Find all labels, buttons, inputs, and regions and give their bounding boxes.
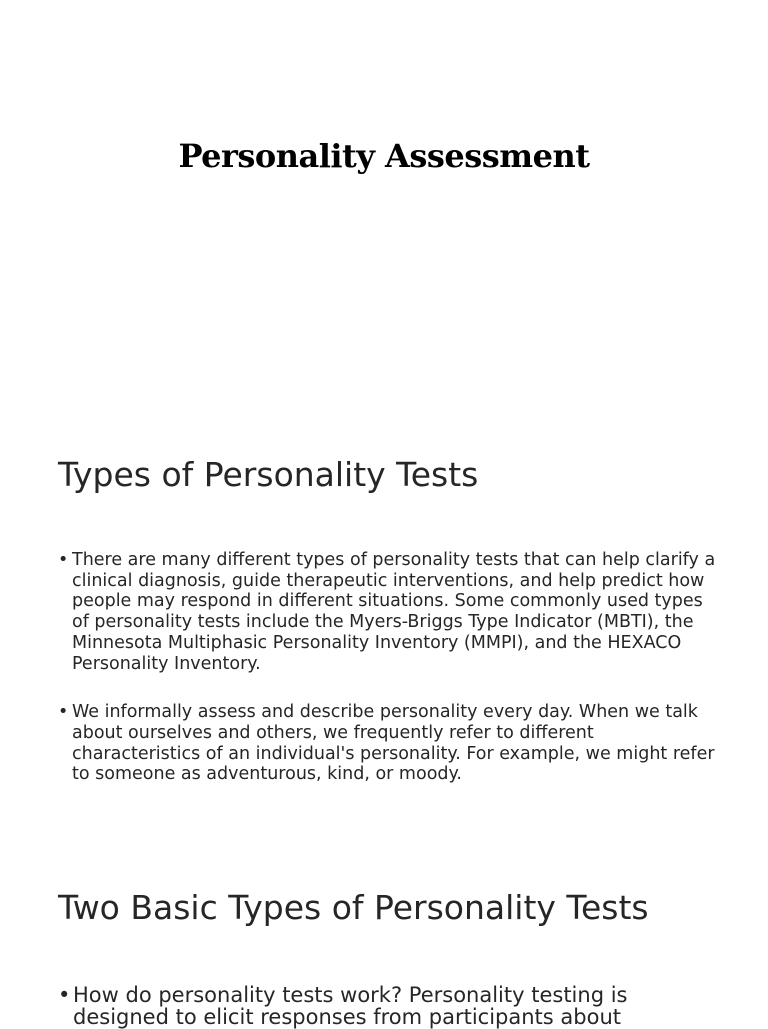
bullet-text: There are many different types of personality tests that can help clarify a clinical diagnosis, guide therapeutic interventions, and help predict how people may respond in different situations. Some commonly used types of personality tests include the Myers-Briggs Type Indicator (MBTI), the Minnesota Multiphasic Personality Inventory (MMPI), and the HEXACO Personality Inventory. — [72, 550, 716, 674]
bullet-list — [58, 550, 718, 785]
bullet-icon: • — [58, 983, 71, 1007]
list-item — [58, 702, 718, 785]
list-item — [58, 984, 718, 1028]
list-item — [58, 550, 718, 674]
section-types-of-tests — [58, 455, 718, 785]
section-two-basic-types — [58, 888, 718, 1028]
page-title: Personality Assessment — [178, 137, 590, 175]
section-heading: Types of Personality Tests — [58, 455, 479, 494]
bullet-icon: • — [58, 550, 69, 570]
bullet-icon: • — [58, 702, 69, 723]
section-heading: Two Basic Types of Personality Tests — [58, 888, 649, 927]
bullet-text: We informally assess and describe personality every day. When we talk about ourselves and others, we frequently refer to different characteristics of an individual's personality. For example, we might refer to someone as adventurous, kind, or moody. — [72, 702, 715, 785]
bullet-text: How do personality tests work? Personality testing is designed to elicit responses from participants about — [73, 983, 628, 1029]
bullet-list — [58, 984, 718, 1028]
